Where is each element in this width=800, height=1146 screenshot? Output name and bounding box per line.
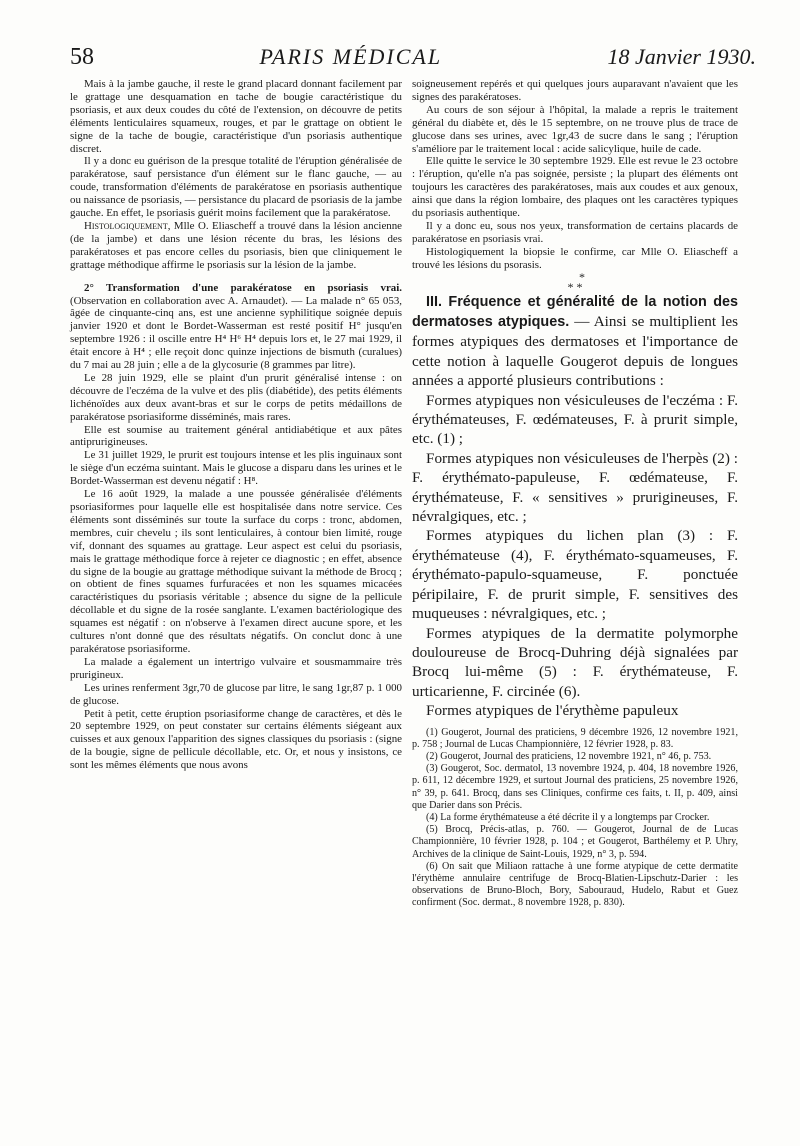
paragraph: Le 31 juillet 1929, le prurit est toujours intense et les plis inguinaux sont le siège d'un eczéma suintant. Mais le glucose a disparu dans les urines et le Bordet-Wasserman est devenu négatif : H⁸. — [70, 449, 402, 488]
paragraph: Formes atypiques de l'érythème papuleux — [426, 702, 679, 720]
footnote: (5) Brocq, Précis-atlas, p. 760. — Gougerot, Journal de de Lucas Championnière, 10 février 1928, p. 104 ; et Gougerot, Barthélemy et P. Uhry, Archives de la clinique de Saint-Louis, 1929, n° 3, p. 594. — [412, 824, 738, 860]
footnote: (6) On sait que Miliaon rattache à une forme atypique de cette dermatite l'érythème annulaire centrifuge de Brocq-Blatien-Lipschutz-Darier : les observations de Bruno-Bloch, Bory, Sabouraud, Hudelo, Rabut et Guez confirment (Soc. dermat., 8 novembre 1928, p. 830). — [412, 860, 738, 909]
journal-title: PARIS MÉDICAL — [259, 44, 443, 69]
paragraph: Formes atypiques non vésiculeuses de l'eczéma : F. érythémateuses, F. œdémateuses, F. à prurit simple, etc. (1) ; — [412, 391, 738, 448]
paragraph: Mais à la jambe gauche, il reste le grand placard donnant facilement par le grattage une desquamation en tache de bougie caractéristique du psoriasis, et aux deux coudes du côté de l'extension, on découvre de petits éléments lenticulaires squameux, rouges, et par le grattage on obtient le signe de la tache de bougie, caractéristique d'un psoriasis authentique discret. — [70, 78, 402, 155]
paragraph: Formes atypiques du lichen plan (3) : F. érythémateuse (4), F. érythémato-squameuses, F. érythémato-papulo-squameuse, F. ponctuée péripilaire, F. de prurit simple, F. sensitives des muqueuses : névralgiques, etc. ; — [412, 527, 738, 623]
paragraph: Au cours de son séjour à l'hôpital, la malade a repris le traitement général du diabète et, dès le 15 septembre, on ne trouve plus de trace de glucose dans ses urines, avec 1gr,43 de sucre dans le sang ; l'éruption s'améliore par le traitement local : acide salicylique, huile de cade. — [412, 103, 738, 155]
subsection-paragraph — [70, 282, 402, 372]
paragraph: Elle est soumise au traitement général antidiabétique et aux pâtes antiprurigineuses. — [70, 423, 402, 449]
paragraph-body: — Ainsi se multiplient les formes atypiques des dermatoses et l'importance de cette notion à laquelle Gougerot depuis de longues années a apporté plusieurs contributions : — [412, 313, 738, 390]
issue-date: 18 Janvier 1930. — [607, 44, 756, 69]
paragraph: Les urines renferment 3gr,70 de glucose par litre, le sang 1gr,87 p. 1 000 de glucose. — [70, 681, 402, 707]
section-heading: III. Fréquence et généralité de la notion des dermatoses atypiques. — [412, 293, 738, 330]
paragraph: Histologiquement la biopsie le confirme, car Mlle O. Eliascheff a trouvé les lésions du psorasis. — [412, 245, 738, 271]
page-number: 58 — [70, 44, 94, 70]
paragraph-body: (Observation en collaboration avec A. Arnaudet). — La malade n° 65 053, âgée de cinquante-cinq ans, est une ancienne syphilitique soignée depuis janvier 1920 et dont le Bordet-Wasserman est resté positif H° jusqu'en septembre 1926 : il oscille entre H⁴ H⁶ H⁴ depuis lors et, le 27 mai 1929, il était encore à H⁴ ; elle reçoit donc quinze injections de bismuth (curalues) du 7 mai au 28 juin ; elle a de la glycosurie (8 grammes par litre). — [70, 294, 402, 372]
paragraph-lead: Histologiquement, — [84, 219, 171, 232]
section-separator: * * * — [567, 269, 585, 294]
paragraph: Le 16 août 1929, la malade a une poussée généralisée d'éléments psoriasiformes pour laquelle elle est hospitalisée dans notre service. Ces éléments sont disséminés sur toute la surface du corps : tronc, abdomen, membres, cuir chevelu ; ils sont lenticulaires, à contour bien limité, rouge vif, donnant des squames au grattage. Leur aspect est celui du psoriasis, mais le grattage méthodique force à rejeter ce diagnostic ; en effet, absence du signe de la bougie au grattage méthodique suivant la méthode de Brocq ; on obtient de fines squames furfuracées et non les squames micacées caractéristiques du psoriasis véritable ; absence du signe de la pellicule décollable et du signe de la rosée sanglante. L'examen bactériologique des squames est négatif : on n'observe à l'examen direct aucune spore, et les cultures n'ont donné que des résultats négatifs. On conclut donc à une parakératose psoriasiforme. — [70, 488, 402, 655]
paragraph: Il y a donc eu guérison de la presque totalité de l'éruption généralisée de parakératose, sauf persistance d'un élément sur le flanc gauche, — au coude, transformation d'éléments de parakératose en psoriasis authentique ou naissance de psoriasis, — persistance du placard de psoriasis de la jambe gauche. En effet, le psoriasis guérit moins facilement que la parakératose. — [70, 155, 402, 220]
right-column — [412, 78, 738, 910]
section-body — [412, 292, 738, 721]
paragraph: Formes atypiques de la dermatite polymorphe douloureuse de Brocq-Duhring déjà signalées par Brocq lui-même (5) : F. érythémateuse, F. urticarienne, F. circinée (6). — [412, 624, 738, 700]
paragraph: La malade a également un intertrigo vulvaire et sousmammaire très prurigineux. — [70, 655, 402, 681]
footnote: (3) Gougerot, Soc. dermatol, 13 novembre 1924, p. 404, 18 novembre 1926, p. 611, 12 décembre 1929, et surtout Journal des praticiens, 25 novembre 1926, n° 39, p. 641. Brocq, dans ses Cliniques, confirme ces faits, t. II, p. 409, ainsi que Darier dans son Précis. — [412, 763, 738, 811]
subsection-title: 2° Transformation d'une parakératose en psoriasis vrai. — [84, 281, 402, 294]
paragraph: soigneusement repérés et qui quelques jours auparavant n'avaient que les signes des parakératoses. — [412, 78, 738, 103]
paragraph: Elle quitte le service le 30 septembre 1929. Elle est revue le 23 octobre : l'éruption, qu'elle n'a pas soignée, persiste ; la plupart des éléments ont toujours les caractères des parakératoses, mais aux coudes et aux genoux, ainsi que dans la région lombaire, des plaques ont les caractères typiques du psoriasis authentique. — [412, 155, 738, 220]
footnote: (1) Gougerot, Journal des praticiens, 9 décembre 1926, 12 novembre 1921, p. 758 ; Journal de Lucas Championnière, 12 février 1928, p. 83. — [412, 726, 738, 750]
running-header — [70, 44, 756, 74]
paragraph: Il y a donc eu, sous nos yeux, transformation de certains placards de parakératose en psoriasis vrai. — [412, 219, 738, 245]
footnote: (4) La forme érythémateuse a été décrite il y a longtemps par Crocker. — [426, 811, 710, 823]
paragraph: Petit à petit, cette éruption psoriasiforme change de caractères, et dès le 20 septembre 1929, on peut constater sur certains éléments siégeant aux cuisses et aux genoux l'apparition des signes classiques du psoriasis : (signe de la bougie, signe de pellicule décollable, etc. Or, et nous y insistons, ce sont les mêmes éléments que nous avons — [70, 707, 402, 772]
paragraph — [70, 220, 402, 272]
paragraph: Formes atypiques non vésiculeuses de l'herpès (2) : F. érythémato-papuleuse, F. œdémateuse, F. érythémateuse, F. « sensitives » prurigineuses, F. névralgiques, etc. ; — [412, 449, 738, 526]
paragraph: Le 28 juin 1929, elle se plaint d'un prurit généralisé intense : on découvre de l'eczéma de la vulve et des plis (diabétide), des petits éléments lichénoïdes aux deux avant-bras et sur le corps de petits médaillons de parakératose psoriasiforme disséminés, mais rares. — [70, 371, 402, 423]
left-column — [70, 78, 402, 772]
section-intro-paragraph — [412, 292, 738, 391]
footnote: (2) Gougerot, Journal des praticiens, 12 novembre 1921, n° 46, p. 753. — [426, 750, 712, 762]
footnotes — [412, 727, 738, 910]
paragraph-body: Mlle O. Eliascheff a trouvé dans la lésion ancienne (de la jambe) et dans une lésion récente du bras, les lésions des parakératoses et pas encore celles du psoriasis, bien que cliniquement le grattage méthodique affirme le psoriasis sur la lésion de la jambe. — [70, 219, 402, 271]
